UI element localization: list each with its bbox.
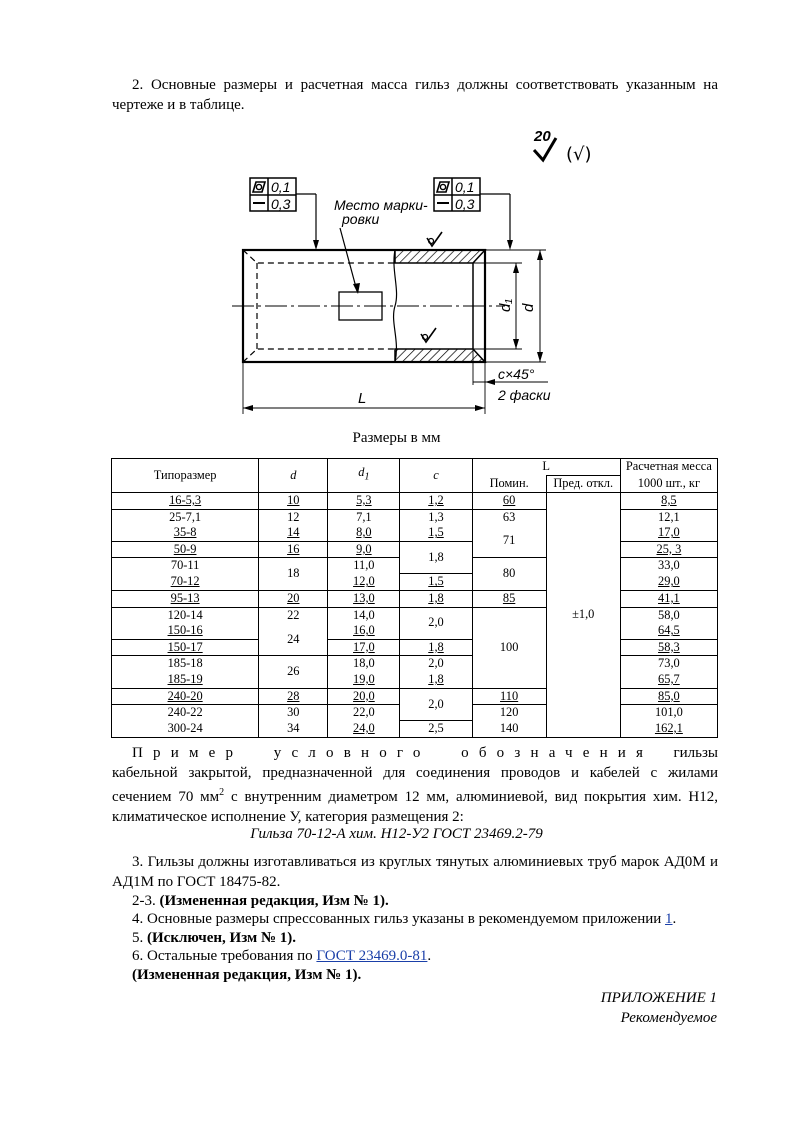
header-mass-unit: 1000 шт., кг [620,476,717,493]
table-caption: Размеры в мм [352,430,441,446]
tol-right-2: 0,3 [455,196,475,212]
chamfer-label-2: 2 фаски [498,387,551,403]
tol-left-2: 0,3 [271,196,291,212]
table-row: 95-13 20 13,0 1,8 85 41,1 [112,591,718,608]
table-row: 300-24 34 24,0 2,5 140 162,1 [112,721,718,738]
marking-label-2: ровки [342,211,380,227]
appendix-link[interactable]: 1 [665,911,673,927]
sleeve-drawing [0,0,793,430]
tol-right-1: 0,1 [455,179,475,195]
designation-example-paragraph [112,744,718,827]
paragraph-6-end: . [427,948,432,964]
table-row: 70-12 12,0 1,5 29,0 [112,574,718,591]
paragraph-2-3-bold: (Измененная редакция, Изм № 1). [159,893,389,909]
sleeve-body [232,232,505,362]
tolerance-frame-right [434,178,513,250]
dim-d-label: d [520,303,537,312]
paragraph-6-text: 6. Остальные требования по [132,948,317,964]
paragraph-6 [132,947,718,967]
table-header-row [112,459,718,476]
paragraph-5-prefix: 5. [132,930,147,946]
tolerance-frame-left [250,178,319,250]
table-row: 185-18 26 18,0 2,0 73,0 [112,656,718,672]
cylindricity-icon [253,182,265,192]
example-sup: 2 [219,787,225,798]
dimensions-table [111,458,718,738]
appendix-title: ПРИЛОЖЕНИЕ 1 [600,990,717,1006]
table-row: 35-8 14 8,0 1,5 71 17,0 [112,525,718,541]
table-row: 50-9 16 9,0 1,8 25, 3 [112,541,718,558]
appendix-subtitle: Рекомендуемое [620,1010,717,1026]
dim-L-label: L [358,390,367,407]
paragraph-4-text: 4. Основные размеры спрессованных гильз указаны в рекомендуемом приложении [132,911,666,927]
table-row: 120-14 22 14,0 2,0 100 58,0 [112,607,718,623]
header-L-nom: Помин. [472,476,546,493]
paragraph-2-3 [132,892,718,912]
table-row: 240-20 28 20,0 2,0 110 85,0 [112,688,718,705]
designation: Гильза 70-12-А хим. Н12-У2 ГОСТ 23469.2-79 [250,826,543,842]
gost-link[interactable]: ГОСТ 23469.0-81 [316,948,428,964]
header-d: d [259,459,328,493]
paragraph-5-bold: (Исключен, Изм № 1). [147,930,297,946]
paragraph-2: 2. Основные размеры и расчетная масса гильз должны соответствовать указанным на чертеже и в таблице. [112,77,718,113]
header-L-dev: Пред. откл. [546,476,620,493]
paragraph-4-end: . [672,911,677,927]
paragraph-4 [132,910,718,930]
table-row: 185-19 19,0 1,8 65,7 [112,672,718,688]
table-row: 150-16 24 16,0 64,5 [112,623,718,639]
paragraph-3: 3. Гильзы должны изготавливаться из круглых тянутых алюминиевых труб марок АД0М и АД1М по ГОСТ 18475-82. [112,854,718,890]
paragraph-2-3-prefix: 2-3. [132,893,160,909]
dim-d1-label: d₁ [497,298,514,312]
example-label: Пример условного обозначения [132,745,654,761]
roughness-symbol [533,128,592,165]
marking-label [334,197,428,294]
chamfer-label-1: c×45° [498,366,535,382]
table-row: 240-22 30 22,0 120 101,0 [112,705,718,721]
cylindricity-icon [437,182,449,192]
table-row: 25-7,1 12 7,1 1,3 63 12,1 [112,509,718,525]
table-row: 150-17 17,0 1,8 58,3 [112,639,718,656]
header-L: L [472,459,620,476]
deviation-cell: ±1,0 [546,493,620,738]
header-c: c [400,459,472,493]
example-text: гильзы кабельной закрытой, предназначенной для соединения проводов и кабелей с жилами сечением 70 мм [112,745,718,805]
table-row: 16-5,3 10 5,3 1,2 60 ±1,0 8,5 [112,493,718,510]
header-d1: $d_1$ [328,459,400,493]
tol-left-1: 0,1 [271,179,291,195]
roughness-value: 20 [534,128,551,145]
roughness-paren: (√) [566,144,592,165]
marking-label-1: Место марки- [334,197,428,213]
paragraph-5 [132,929,718,949]
header-type: Типоразмер [112,459,259,493]
table-row: 70-11 18 11,0 80 33,0 [112,558,718,574]
paragraph-6-note: (Измененная редакция, Изм № 1). [132,967,362,983]
header-mass: Расчетная месса [620,459,717,476]
example-text-2: с внутренним диаметром 12 мм, алюминиевой, вид покрытия хим. Н12, климатическое исполнение У, категория размещения 2: [112,789,719,825]
